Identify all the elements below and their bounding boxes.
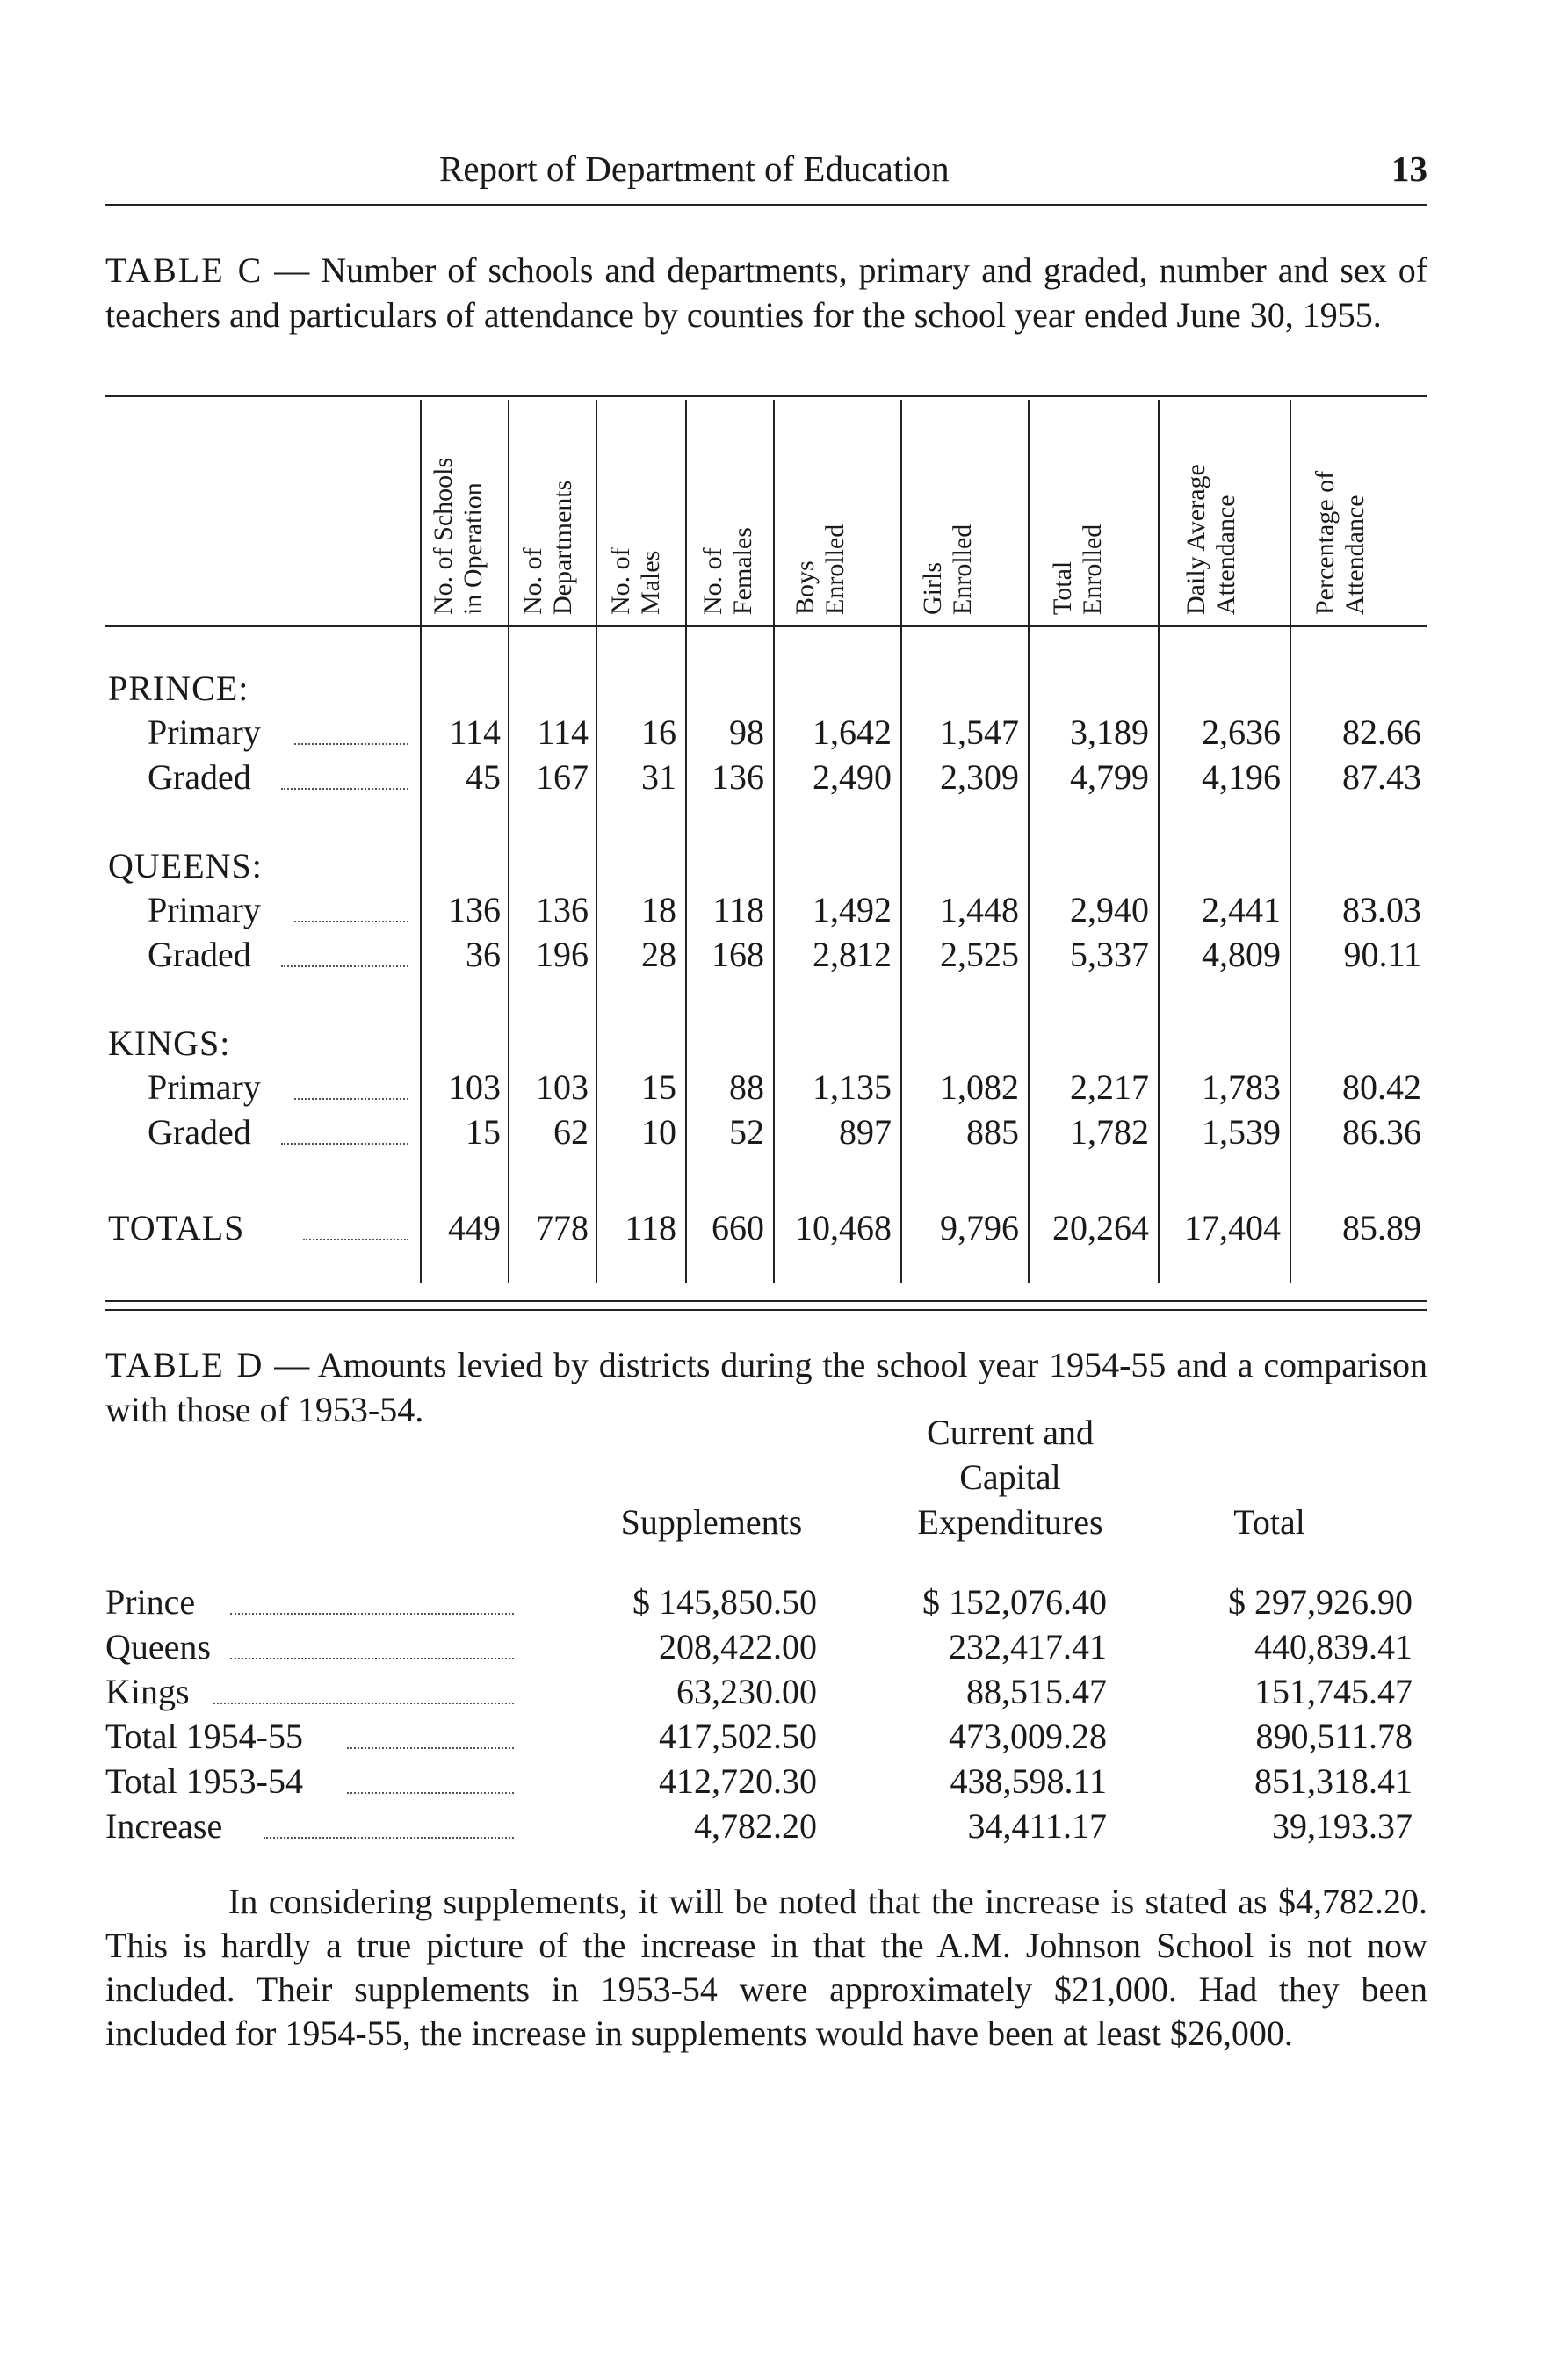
page-number: 13: [1391, 148, 1427, 189]
table-c-cell: 2,525: [940, 935, 1019, 974]
table-c-caption: [105, 248, 1427, 337]
table-c-cell: 136: [536, 890, 589, 929]
table-d-column-header: [870, 1410, 1151, 1544]
table-c-cell: 28: [641, 935, 676, 974]
table-c-column-header-line: No. of: [518, 547, 547, 615]
table-d-column-header-line: Capital: [959, 1457, 1061, 1497]
table-c-cell: 5,337: [1070, 935, 1149, 974]
table-c-column-header: [698, 395, 758, 615]
table-c-cell: 118: [712, 890, 764, 929]
table-c-cell: 136: [448, 890, 501, 929]
table-c-cell: 897: [839, 1112, 892, 1152]
table-d-cell: 88,515.47: [966, 1672, 1107, 1711]
table-d-cell: 438,598.11: [950, 1761, 1107, 1801]
table-c-caption-text: — Number of schools and departments, primary and graded, number and sex of teachers and particulars of attendance by counties for the school year ended June 30, 1955.: [105, 250, 1428, 335]
table-c-total-cell: 9,796: [940, 1208, 1019, 1247]
table-d-cell: 39,193.37: [1272, 1806, 1413, 1846]
table-c-column-header: [791, 395, 850, 615]
table-d-column-header-line: Supplements: [620, 1502, 803, 1542]
table-c-cell: 62: [553, 1112, 589, 1152]
table-c-cell: 31: [641, 757, 676, 797]
table-c-cell: 86.36: [1342, 1112, 1421, 1152]
table-c-cell: 87.43: [1342, 757, 1421, 797]
table-c-total-cell: 10,468: [795, 1208, 892, 1247]
table-c-cell: 1,782: [1070, 1112, 1149, 1152]
table-c-column-header-line: Girls: [918, 562, 947, 615]
table-c-column-header-line: Attendance: [1211, 495, 1240, 615]
table-c-cell: 2,217: [1070, 1067, 1149, 1107]
table-d-cell: 63,230.00: [676, 1672, 817, 1711]
table-c-column-header-line: in Operation: [459, 482, 488, 615]
table-c-bottom-rule-double: [105, 1309, 1427, 1311]
body-paragraph: In considering supplements, it will be noted that the increase is stated as $4,782.20. This is hardly a true picture of the increase in that the A.M. Johnson School is not now included. Their supplements in 1953-54 were approximately $21,000. Had they been included for 1954-55, the increase in supplements would have been at least $26,000.: [105, 1882, 1427, 2053]
table-c-row-label: Primary: [148, 712, 261, 752]
table-c-cell: 167: [536, 757, 589, 797]
table-d-cell: 412,720.30: [659, 1761, 817, 1801]
table-c-row-label: Primary: [148, 890, 261, 929]
table-c-total-cell: 85.89: [1342, 1208, 1421, 1247]
table-c-cell: 90.11: [1343, 935, 1421, 974]
table-c-column-header-line: Boys: [791, 560, 820, 615]
table-c-column-header-line: Males: [636, 550, 665, 615]
table-d-row-label: Increase: [105, 1806, 223, 1846]
table-c-cell: 114: [537, 712, 589, 752]
table-c-county-label: QUEENS:: [108, 846, 263, 886]
table-d-row-label: Kings: [105, 1672, 190, 1711]
table-d-cell: $ 145,850.50: [632, 1582, 817, 1622]
table-d-cell: 151,745.47: [1254, 1672, 1413, 1711]
table-c-totals-label: TOTALS: [108, 1208, 245, 1247]
table-d-row-label: Total 1953-54: [105, 1761, 303, 1801]
table-c-label: TABLE C: [105, 250, 264, 290]
table-c-cell: 15: [641, 1067, 676, 1107]
table-d-cell: 208,422.00: [659, 1627, 817, 1666]
table-c-column-header-line: Total: [1048, 560, 1077, 615]
table-c-bottom-rule: [105, 1300, 1427, 1302]
table-c-column-header: [429, 395, 488, 615]
table-d-leader-dots: [264, 1837, 514, 1839]
table-d-row-label: Total 1954-55: [105, 1717, 303, 1756]
table-c-cell: 45: [466, 757, 501, 797]
table-c-column-header: [1311, 395, 1370, 615]
table-c-column-header: [1181, 395, 1241, 615]
table-c-column-header-line: Enrolled: [948, 524, 977, 615]
table-c-column-header: [918, 395, 978, 615]
table-c-cell: 16: [641, 712, 676, 752]
table-c-cell: 4,799: [1070, 757, 1149, 797]
table-d-caption: [105, 1342, 1427, 1432]
table-c-column-header-line: Enrolled: [1078, 524, 1107, 615]
table-c-row-label: Primary: [148, 1067, 261, 1107]
table-c-cell: 1,492: [813, 890, 892, 929]
table-c-cell: 2,309: [940, 757, 1019, 797]
table-c-cell: 2,812: [813, 935, 892, 974]
table-c-row-label: Graded: [148, 1112, 251, 1152]
table-d-cell: 851,318.41: [1254, 1761, 1413, 1801]
table-c-cell: 2,441: [1202, 890, 1281, 929]
table-d-leader-dots: [230, 1613, 514, 1615]
table-c-cell: 103: [536, 1067, 589, 1107]
table-c-total-cell: 660: [712, 1208, 764, 1247]
table-c-cell: 1,783: [1202, 1067, 1281, 1107]
table-d-column-header: [571, 1500, 852, 1544]
table-d-cell: 4,782.20: [694, 1806, 817, 1846]
table-d-leader-dots: [213, 1703, 514, 1704]
table-c-cell: 2,636: [1202, 712, 1281, 752]
table-d-row-label: Queens: [105, 1627, 211, 1666]
table-d-cell: 473,009.28: [949, 1717, 1107, 1756]
table-c-column-header-line: No. of: [698, 547, 727, 615]
table-d-caption-text: — Amounts levied by districts during the school year 1954-55 and a comparison with those of 1953-54.: [105, 1345, 1427, 1429]
table-c-cell: 3,189: [1070, 712, 1149, 752]
table-d-label: TABLE D: [105, 1345, 264, 1384]
table-c-cell: 103: [448, 1067, 501, 1107]
table-c-total-cell: 20,264: [1052, 1208, 1149, 1247]
table-c-cell: 2,940: [1070, 890, 1149, 929]
table-c-column-header-line: Daily Average: [1181, 464, 1210, 615]
table-c-county-label: PRINCE:: [108, 669, 249, 708]
table-c-column-header-line: Enrolled: [820, 524, 849, 615]
table-c-row-label: Graded: [148, 935, 251, 974]
table-c-cell: 1,539: [1202, 1112, 1281, 1152]
table-c-cell: 114: [449, 712, 501, 752]
table-c-cell: 4,809: [1202, 935, 1281, 974]
table-c-total-cell: 449: [448, 1208, 501, 1247]
table-c-cell: 1,082: [940, 1067, 1019, 1107]
table-c-cell: 1,448: [940, 890, 1019, 929]
table-c-cell: 1,135: [813, 1067, 892, 1107]
table-d-leader-dots: [347, 1747, 514, 1749]
table-c-column-header-line: No. of: [606, 547, 635, 615]
table-c-row-label: Graded: [148, 757, 251, 797]
table-c-cell: 168: [712, 935, 764, 974]
table-c-cell: 4,196: [1202, 757, 1281, 797]
table-d-row-label: Prince: [105, 1582, 196, 1622]
table-c-total-cell: 17,404: [1184, 1208, 1281, 1247]
table-c-cell: 83.03: [1342, 890, 1421, 929]
table-c-column-header: [606, 395, 666, 615]
table-d-cell: $ 152,076.40: [922, 1582, 1107, 1622]
table-c-cell: 88: [729, 1067, 764, 1107]
table-c-column-header-line: Percentage of: [1311, 470, 1340, 615]
table-d-cell: 440,839.41: [1254, 1627, 1413, 1666]
table-d-column-header-line: Total: [1233, 1502, 1305, 1542]
table-c-county-label: KINGS:: [108, 1023, 231, 1063]
table-d-leader-dots: [347, 1792, 514, 1794]
table-d-cell: 890,511.78: [1255, 1717, 1413, 1756]
table-c-column-header-line: No. of Schools: [429, 457, 458, 615]
table-d-cell: 34,411.17: [967, 1806, 1107, 1846]
header-rule: [105, 204, 1427, 206]
table-c-cell: 80.42: [1342, 1067, 1421, 1107]
table-c-cell: 2,490: [813, 757, 892, 797]
table-c-header-rule: [105, 625, 1427, 627]
table-c-cell: 36: [466, 935, 501, 974]
table-c-cell: 10: [641, 1112, 676, 1152]
table-c-total-cell: 778: [536, 1208, 589, 1247]
table-d-cell: $ 297,926.90: [1228, 1582, 1413, 1622]
table-c-cell: 196: [536, 935, 589, 974]
table-c-column-header-line: Departments: [548, 480, 577, 615]
table-d-cell: 417,502.50: [659, 1717, 817, 1756]
table-c-cell: 18: [641, 890, 676, 929]
table-c-cell: 82.66: [1342, 712, 1421, 752]
table-c-cell: 98: [729, 712, 764, 752]
table-c-column-header-line: Attendance: [1340, 495, 1369, 615]
table-c-cell: 15: [466, 1112, 501, 1152]
table-c-cell: 52: [729, 1112, 764, 1152]
table-d-column-header: [1155, 1500, 1384, 1544]
table-c-column-header: [1048, 395, 1108, 615]
table-c-cell: 1,642: [813, 712, 892, 752]
table-c-column-header-line: Females: [728, 527, 757, 615]
table-d-column-header-line: Expenditures: [917, 1502, 1103, 1542]
running-header-title: Report of Department of Education: [439, 148, 950, 189]
table-d-column-header-line: Current and: [927, 1413, 1094, 1452]
table-d-leader-dots: [230, 1658, 514, 1659]
table-c-cell: 1,547: [940, 712, 1019, 752]
table-d-cell: 232,417.41: [949, 1627, 1107, 1666]
table-c-cell: 136: [712, 757, 764, 797]
table-c-total-cell: 118: [625, 1208, 676, 1247]
table-c-cell: 885: [966, 1112, 1019, 1152]
table-c-column-header: [518, 395, 578, 615]
